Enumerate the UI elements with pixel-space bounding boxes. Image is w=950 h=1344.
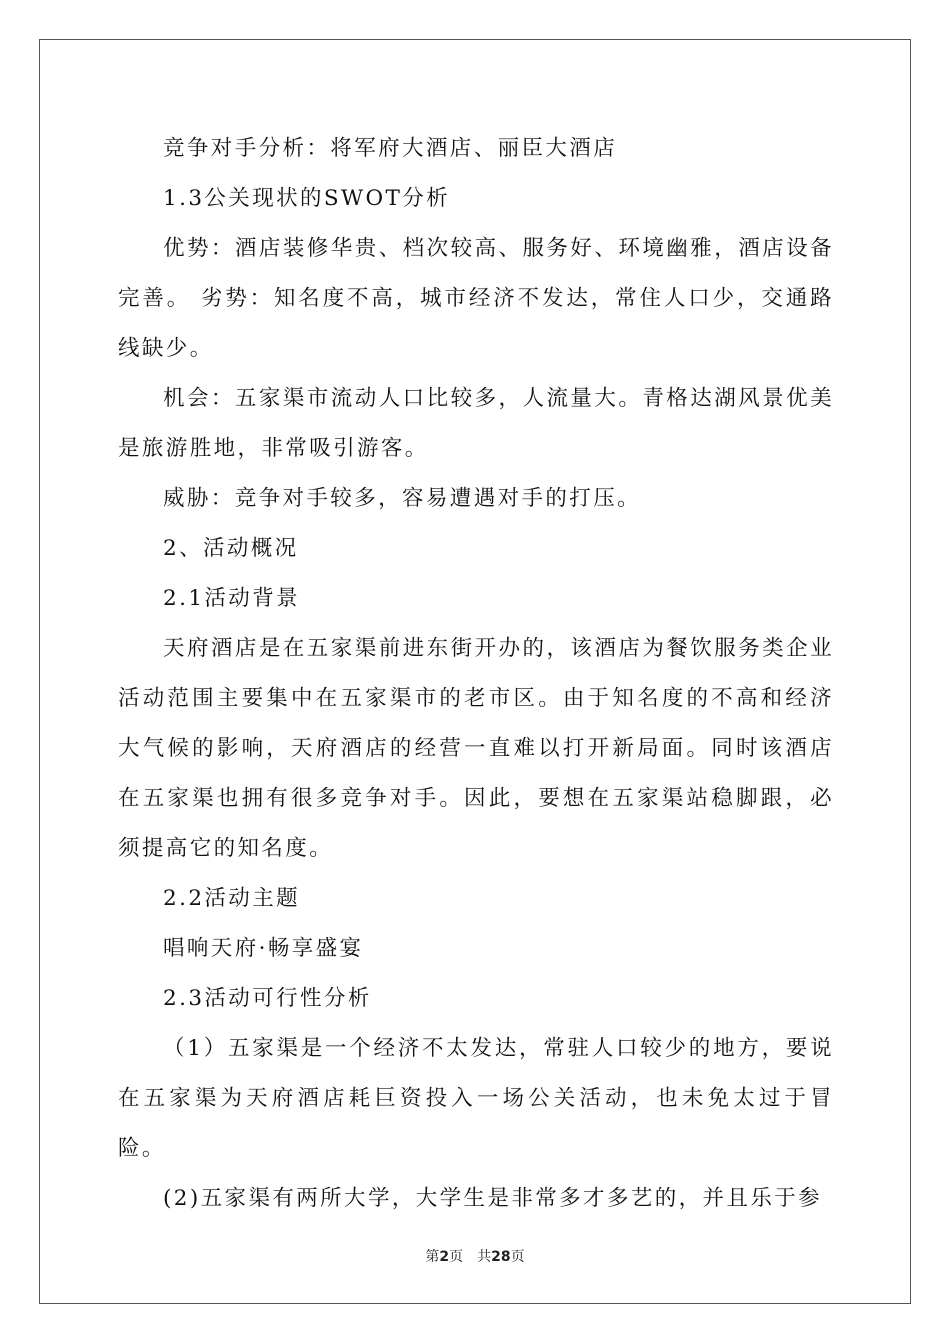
footer-page-number: 2 (439, 1249, 450, 1265)
paragraph-threats: 威胁：竞争对手较多，容易遭遇对手的打压。 (163, 486, 642, 511)
footer-total-suffix: 页 (510, 1249, 525, 1265)
paragraph-background: 天府酒店是在五家渠前进东街开办的，该酒店为餐饮服务类企业活动范围主要集中在五家渠市的老市区。由于知名度的不高和经济大气候的影响，天府酒店的经营一直难以打开新局面。同时该酒店在五家渠也拥有很多竞争对手。因此，要想在五家渠站稳脚跟，必须提高它的知名度。 (118, 636, 834, 861)
footer-total-pages: 28 (491, 1249, 511, 1265)
paragraph-feasibility-1: （1）五家渠是一个经济不太发达，常驻人口较少的地方，要说在五家渠为天府酒店耗巨资投入一场公关活动，也未免太过于冒险。 (118, 1036, 834, 1161)
paragraph-opportunities: 机会：五家渠市流动人口比较多，人流量大。青格达湖风景优美是旅游胜地，非常吸引游客。 (118, 386, 834, 461)
heading-activity-overview: 2、活动概况 (163, 536, 299, 561)
heading-feasibility: 2.3活动可行性分析 (163, 986, 372, 1011)
heading-activity-background: 2.1活动背景 (163, 586, 300, 611)
heading-swot-analysis: 1.3公关现状的SWOT分析 (163, 186, 451, 211)
paragraph-competitor-analysis: 竞争对手分析：将军府大酒店、丽臣大酒店 (163, 136, 618, 161)
paragraph-feasibility-2: (2)五家渠有两所大学，大学生是非常多才多艺的，并且乐于参 (163, 1186, 823, 1211)
page-footer (0, 1246, 950, 1266)
footer-total-prefix: 共 (477, 1249, 492, 1265)
paragraph-strengths-weaknesses: 优势：酒店装修华贵、档次较高、服务好、环境幽雅，酒店设备完善。 劣势：知名度不高，城市经济不发达，常住人口少，交通路线缺少。 (118, 236, 834, 361)
document-body (118, 124, 834, 1224)
footer-page-prefix: 第 (425, 1249, 440, 1265)
heading-activity-theme: 2.2活动主题 (163, 886, 300, 911)
paragraph-theme: 唱响天府·畅享盛宴 (163, 936, 364, 961)
footer-page-suffix: 页 (449, 1249, 464, 1265)
